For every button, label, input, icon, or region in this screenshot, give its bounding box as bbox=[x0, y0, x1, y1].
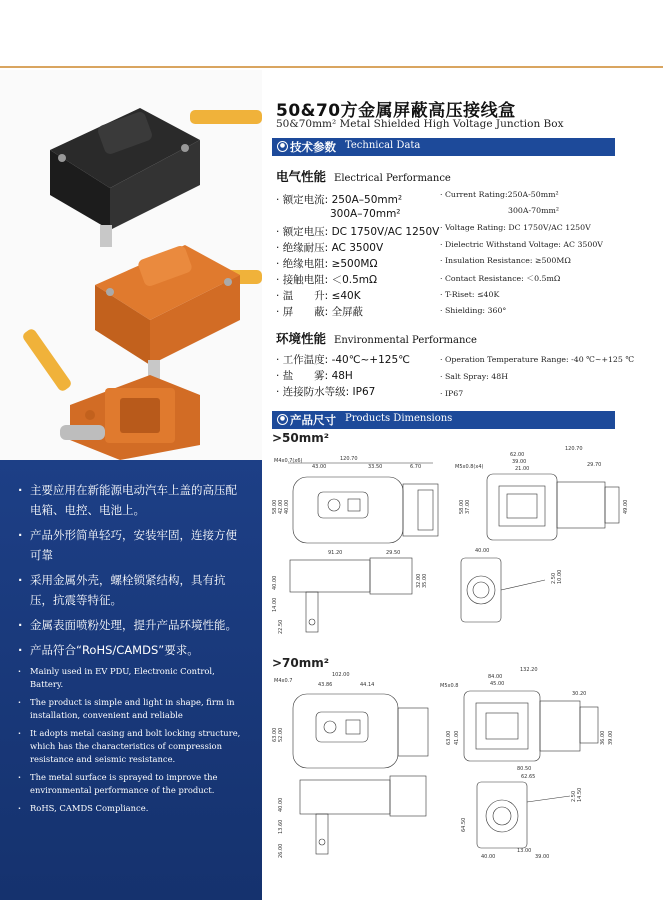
svg-text:14.50: 14.50 bbox=[577, 787, 583, 802]
spec-en: · Insulation Resistance: ≥500MΩ bbox=[440, 256, 571, 265]
spec-en: · Salt Spray: 48H bbox=[440, 372, 508, 381]
svg-text:44.14: 44.14 bbox=[360, 682, 375, 688]
feature-cn: · 主要应用在新能源电动汽车上盖的高压配电箱、电控、电池上。 bbox=[30, 480, 244, 520]
drawing-50-end bbox=[455, 548, 575, 638]
feature-en: · Mainly used in EV PDU, Electronic Control, Battery. bbox=[30, 665, 244, 691]
spec-en: · Voltage Rating: DC 1750V/AC 1250V bbox=[440, 223, 591, 232]
svg-text:M4x0.7: M4x0.7 bbox=[274, 678, 293, 684]
svg-text:42.00: 42.00 bbox=[278, 499, 284, 514]
spec-cn: · 温 升: ≤40K bbox=[276, 288, 361, 303]
bar-title-en: Technical Data bbox=[345, 140, 421, 151]
spec-cn: · 绝缘电阻: ≥500MΩ bbox=[276, 256, 378, 271]
feature-en: · The product is simple and light in shape, firm in installation, convenient and reliable bbox=[30, 696, 244, 722]
bar-title-cn: 产品尺寸 bbox=[290, 413, 336, 427]
dimensions-bar bbox=[272, 411, 615, 429]
top-rule bbox=[0, 66, 663, 68]
svg-text:62.00: 62.00 bbox=[510, 452, 525, 458]
svg-text:58.00: 58.00 bbox=[272, 499, 278, 514]
drawing-50-front bbox=[455, 446, 635, 552]
product-photo bbox=[0, 70, 262, 460]
drawing-70-top bbox=[268, 672, 448, 772]
svg-text:26.00: 26.00 bbox=[278, 843, 284, 858]
bullet-circle-icon: ● bbox=[277, 414, 288, 425]
svg-text:40.00: 40.00 bbox=[481, 854, 496, 860]
svg-text:M4x0.7(x6): M4x0.7(x6) bbox=[274, 458, 303, 464]
size-70-heading: >70mm² bbox=[272, 656, 330, 670]
svg-text:84.00: 84.00 bbox=[488, 674, 503, 680]
spec-en: · Current Rating:250A-50mm² bbox=[440, 190, 559, 199]
spec-cn: · 绝缘耐压: AC 3500V bbox=[276, 240, 383, 255]
svg-text:33.50: 33.50 bbox=[368, 464, 383, 470]
svg-text:45.00: 45.00 bbox=[490, 681, 505, 687]
svg-text:62.65: 62.65 bbox=[521, 774, 536, 780]
feature-cn: · 采用金属外壳，螺栓锁紧结构，具有抗压，抗震等特征。 bbox=[30, 570, 244, 610]
svg-text:40.00: 40.00 bbox=[278, 797, 284, 812]
spec-en: · Dielectric Withstand Voltage: AC 3500V bbox=[440, 240, 603, 249]
drawing-50-side bbox=[268, 550, 448, 640]
bar-title-en: Products Dimensions bbox=[345, 413, 453, 424]
svg-text:13.00: 13.00 bbox=[517, 848, 532, 854]
svg-text:132.20: 132.20 bbox=[520, 667, 538, 673]
features-list bbox=[0, 460, 262, 815]
spec-cn: · 连接防水等级: IP67 bbox=[276, 384, 375, 399]
bullet-circle-icon: ● bbox=[277, 141, 288, 152]
svg-text:52.00: 52.00 bbox=[278, 727, 284, 742]
svg-text:M5x0.8: M5x0.8 bbox=[440, 683, 459, 689]
spec-cn: · 屏 蔽: 全屏蔽 bbox=[276, 304, 363, 319]
svg-text:13.60: 13.60 bbox=[278, 819, 284, 834]
svg-text:41.00: 41.00 bbox=[454, 730, 460, 745]
svg-text:M5x0.8(x4): M5x0.8(x4) bbox=[455, 464, 484, 470]
feature-cn: · 产品符合“RoHS/CAMDS”要求。 bbox=[30, 640, 244, 660]
spec-en: 300A-70mm² bbox=[508, 206, 559, 215]
feature-en: · The metal surface is sprayed to improve the environmental performance of the product. bbox=[30, 771, 244, 797]
feature-cn: · 金属表面喷粉处理，提升产品环境性能。 bbox=[30, 615, 244, 635]
svg-text:22.50: 22.50 bbox=[278, 619, 284, 634]
drawing-70-end bbox=[455, 762, 595, 862]
svg-text:40.00: 40.00 bbox=[475, 548, 490, 554]
svg-text:49.00: 49.00 bbox=[623, 499, 629, 514]
spec-cn: · 工作温度: -40℃~+125℃ bbox=[276, 352, 410, 367]
svg-text:29.50: 29.50 bbox=[386, 550, 401, 556]
svg-text:21.00: 21.00 bbox=[515, 466, 530, 472]
svg-text:14.00: 14.00 bbox=[272, 597, 278, 612]
spec-cn: · 额定电流: 250A–50mm² bbox=[276, 192, 402, 207]
feature-cn: · 产品外形简单轻巧，安装牢固，连接方便可靠 bbox=[30, 525, 244, 565]
spec-en: · Contact Resistance: ＜0.5mΩ bbox=[440, 273, 560, 284]
spec-cn: · 盐 雾: 48H bbox=[276, 368, 353, 383]
svg-text:36.00: 36.00 bbox=[600, 730, 606, 745]
svg-text:63.00: 63.00 bbox=[272, 727, 278, 742]
svg-text:10.00: 10.00 bbox=[557, 569, 563, 584]
svg-text:63.00: 63.00 bbox=[446, 730, 452, 745]
electrical-heading: 电气性能 Electrical Performance bbox=[276, 169, 451, 184]
drawing-50-top bbox=[268, 452, 458, 552]
spec-en: · T-Riset: ≤40K bbox=[440, 290, 499, 299]
spec-cn: · 接触电阻: ＜0.5mΩ bbox=[276, 272, 377, 287]
features-panel bbox=[0, 460, 262, 900]
spec-en: · Operation Temperature Range: -40 ℃~+125 ℃ bbox=[440, 355, 634, 364]
svg-text:80.50: 80.50 bbox=[517, 766, 532, 772]
svg-text:43.86: 43.86 bbox=[318, 682, 333, 688]
svg-text:29.70: 29.70 bbox=[587, 462, 602, 468]
svg-text:39.00: 39.00 bbox=[608, 730, 614, 745]
svg-text:35.00: 35.00 bbox=[422, 573, 428, 588]
environmental-heading: 环境性能 Environmental Performance bbox=[276, 331, 477, 346]
svg-text:91.20: 91.20 bbox=[328, 550, 343, 556]
feature-en: · It adopts metal casing and bolt locking structure, which has the characteristics of compression resistance and seismic resistance. bbox=[30, 727, 244, 766]
drawing-70-front bbox=[440, 665, 620, 765]
svg-text:30.20: 30.20 bbox=[572, 691, 587, 697]
svg-text:43.00: 43.00 bbox=[312, 464, 327, 470]
size-50-heading: >50mm² bbox=[272, 431, 330, 445]
svg-text:37.00: 37.00 bbox=[465, 499, 471, 514]
svg-text:6.70: 6.70 bbox=[410, 464, 422, 470]
svg-text:32.00: 32.00 bbox=[416, 573, 422, 588]
svg-text:102.00: 102.00 bbox=[332, 672, 350, 678]
feature-en: · RoHS, CAMDS Compliance. bbox=[30, 802, 244, 815]
technical-data-bar bbox=[272, 138, 615, 156]
svg-text:40.00: 40.00 bbox=[272, 575, 278, 590]
svg-text:64.50: 64.50 bbox=[461, 817, 467, 832]
svg-text:40.00: 40.00 bbox=[284, 499, 290, 514]
svg-text:58.00: 58.00 bbox=[459, 499, 465, 514]
bar-title-cn: 技术参数 bbox=[290, 140, 336, 154]
spec-cn: 300A–70mm² bbox=[330, 208, 401, 220]
svg-text:39.00: 39.00 bbox=[512, 459, 527, 465]
svg-text:120.70: 120.70 bbox=[340, 456, 358, 462]
product-illustration bbox=[0, 70, 262, 460]
page-subtitle: 50&70mm² Metal Shielded High Voltage Junction Box bbox=[276, 118, 564, 130]
page-title: 50&70方金属屏蔽高压接线盒 bbox=[276, 101, 516, 121]
drawing-70-side bbox=[268, 772, 448, 862]
svg-text:2.50: 2.50 bbox=[551, 572, 557, 584]
spec-cn: · 额定电压: DC 1750V/AC 1250V bbox=[276, 224, 439, 239]
svg-text:39.00: 39.00 bbox=[535, 854, 550, 860]
svg-text:2.50: 2.50 bbox=[571, 790, 577, 802]
spec-en: · IP67 bbox=[440, 389, 463, 398]
spec-en: · Shielding: 360° bbox=[440, 306, 506, 315]
svg-text:120.70: 120.70 bbox=[565, 446, 583, 452]
